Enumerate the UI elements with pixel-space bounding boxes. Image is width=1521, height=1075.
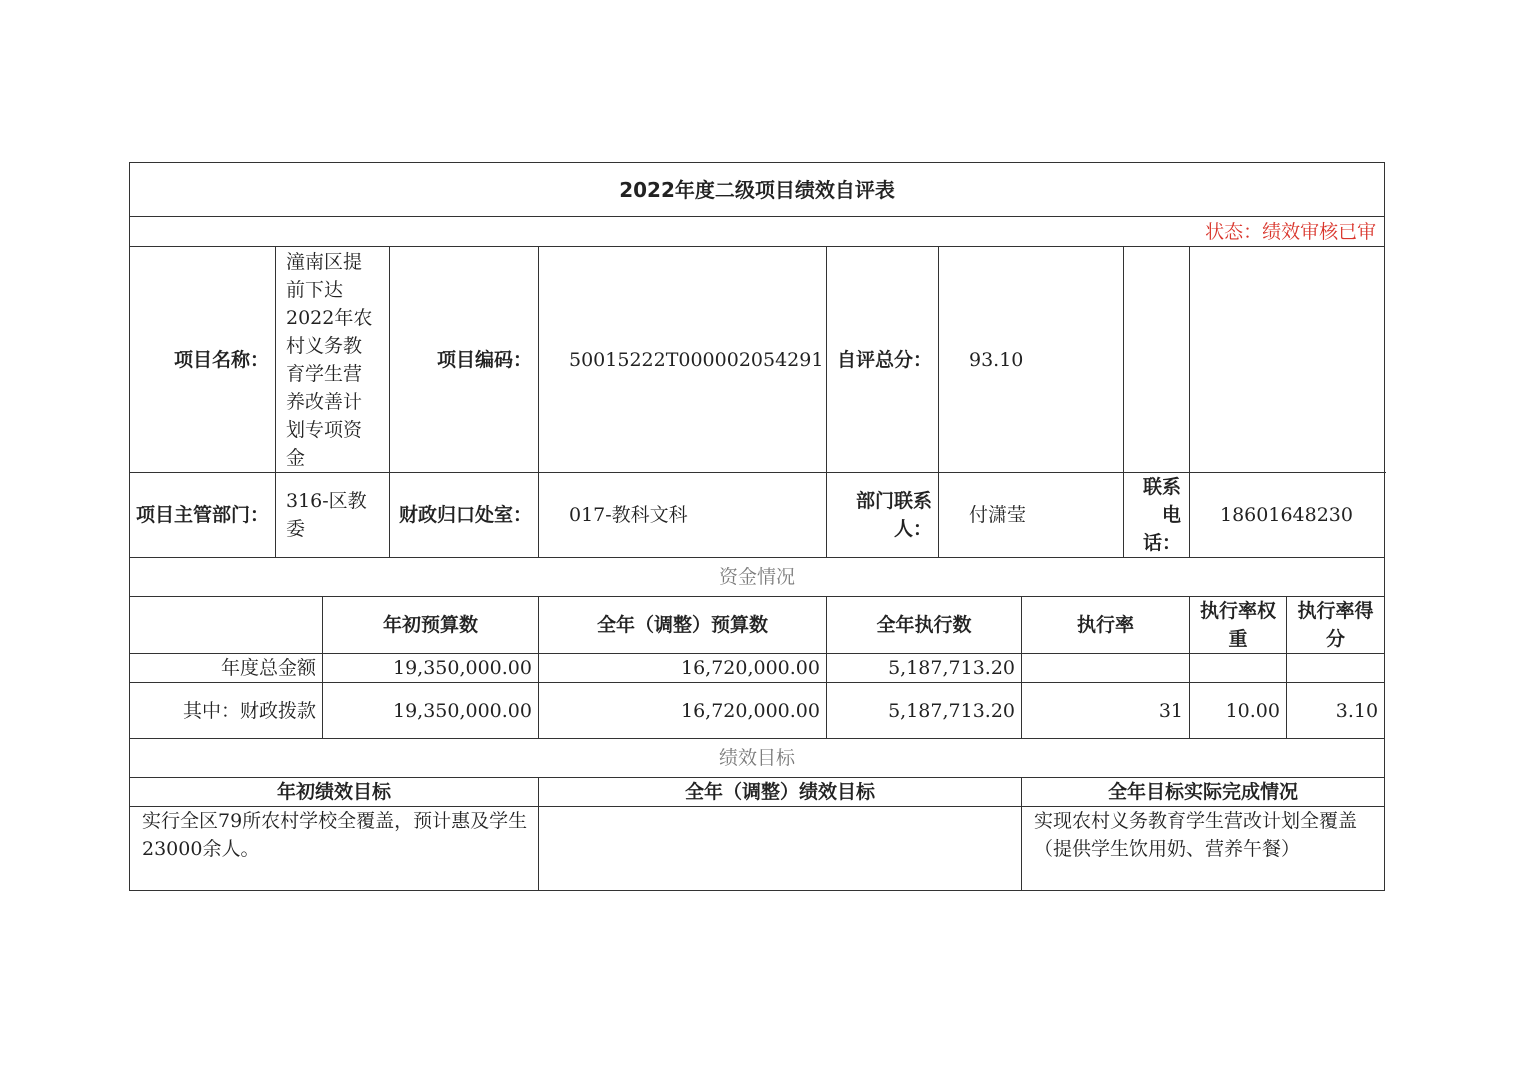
funds-rate-value: 31 — [1022, 683, 1190, 739]
funds-row-label: 年度总金额 — [130, 654, 323, 683]
funds-adjusted-value: 16,720,000.00 — [539, 654, 827, 683]
goals-header-initial: 年初绩效目标 — [130, 778, 539, 807]
funds-initial-value: 19,350,000.00 — [323, 683, 539, 739]
funds-header-rate: 执行率 — [1022, 597, 1190, 654]
project-code-label: 项目编码： — [390, 247, 539, 473]
funds-score-value — [1287, 654, 1385, 683]
phone-value: 18601648230 — [1190, 473, 1385, 558]
actual-completion-text: 实现农村义务教育学生营改计划全覆盖（提供学生饮用奶、营养午餐） — [1022, 807, 1385, 891]
funds-header-initial: 年初预算数 — [323, 597, 539, 654]
funds-header-executed: 全年执行数 — [827, 597, 1022, 654]
funds-weight-value: 10.00 — [1190, 683, 1287, 739]
project-name-label: 项目名称： — [130, 247, 276, 473]
goals-section-title: 绩效目标 — [130, 739, 1385, 778]
contact-label: 部门联系人： — [827, 473, 939, 558]
funds-executed-value: 5,187,713.20 — [827, 654, 1022, 683]
funds-adjusted-value: 16,720,000.00 — [539, 683, 827, 739]
funds-header-weight: 执行率权重 — [1190, 597, 1287, 654]
funds-executed-value: 5,187,713.20 — [827, 683, 1022, 739]
funds-rate-value — [1022, 654, 1190, 683]
status-text: 状态：绩效审核已审 — [130, 217, 1385, 247]
self-score-label: 自评总分： — [827, 247, 939, 473]
project-code-value: 50015222T000002054291 — [539, 247, 827, 473]
contact-value: 付潇莹 — [939, 473, 1124, 558]
goals-header-actual: 全年目标实际完成情况 — [1022, 778, 1385, 807]
self-score-value: 93.10 — [939, 247, 1124, 473]
finance-office-label: 财政归口处室： — [390, 473, 539, 558]
goals-header-adjusted: 全年（调整）绩效目标 — [539, 778, 1022, 807]
initial-goal-text: 实行全区79所农村学校全覆盖，预计惠及学生23000余人。 — [130, 807, 539, 891]
adjusted-goal-text — [539, 807, 1022, 891]
finance-office-value: 017-教科文科 — [539, 473, 827, 558]
funds-row-label: 其中：财政拨款 — [130, 683, 323, 739]
dept-value: 316-区教委 — [276, 473, 390, 558]
empty-cell — [1124, 247, 1190, 473]
funds-header-adjusted: 全年（调整）预算数 — [539, 597, 827, 654]
phone-label: 联系电话： — [1124, 473, 1190, 558]
empty-cell — [1190, 247, 1385, 473]
funds-header-blank — [130, 597, 323, 654]
evaluation-form — [129, 162, 1384, 891]
dept-label: 项目主管部门： — [130, 473, 276, 558]
funds-score-value: 3.10 — [1287, 683, 1385, 739]
funds-header-score: 执行率得分 — [1287, 597, 1385, 654]
form-title: 2022年度二级项目绩效自评表 — [130, 163, 1385, 217]
funds-section-title: 资金情况 — [130, 558, 1385, 597]
table-row — [130, 683, 1385, 739]
evaluation-table — [129, 162, 1385, 891]
funds-initial-value: 19,350,000.00 — [323, 654, 539, 683]
project-name-value: 潼南区提前下达2022年农村义务教育学生营养改善计划专项资金 — [276, 247, 390, 473]
funds-weight-value — [1190, 654, 1287, 683]
table-row — [130, 654, 1385, 683]
